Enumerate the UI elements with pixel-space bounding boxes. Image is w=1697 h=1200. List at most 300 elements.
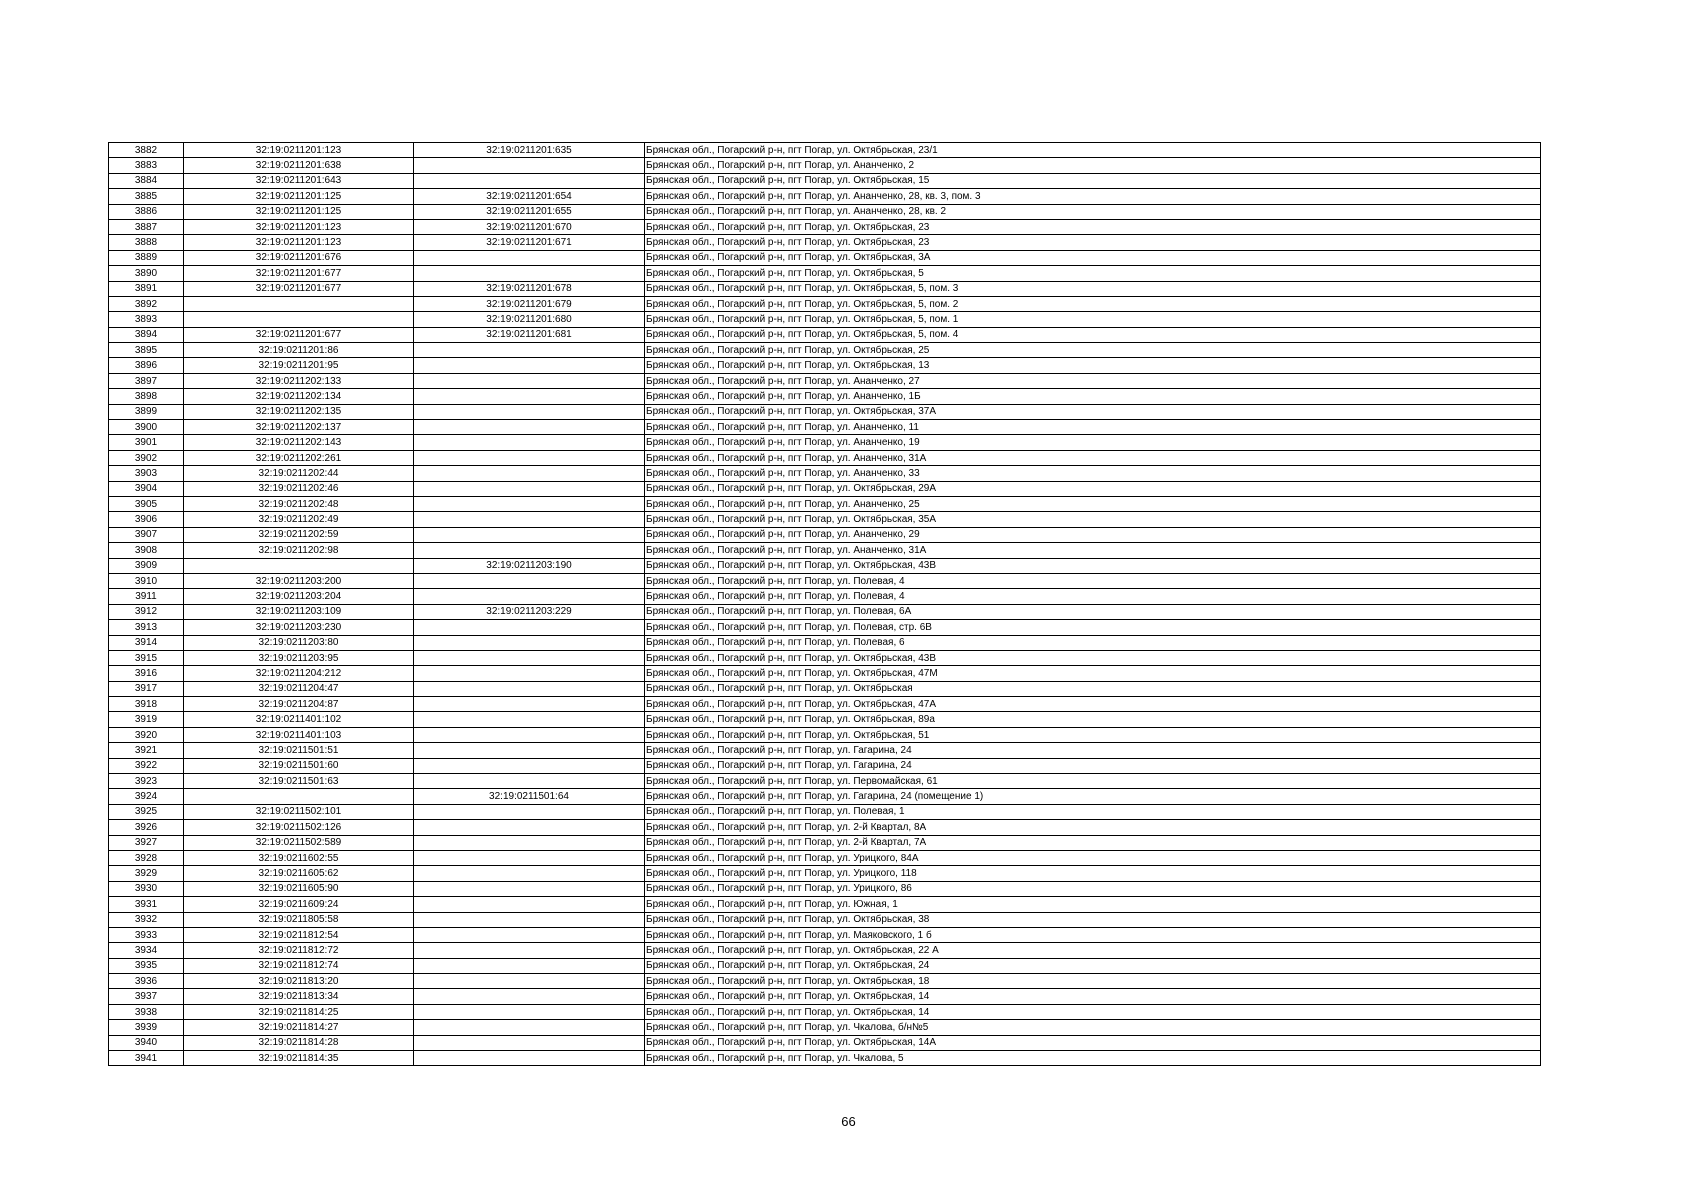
address-cell: Брянская обл., Погарский р-н, пгт Погар, ул. Октябрьская, 5, пом. 3	[645, 281, 1541, 296]
table-row	[109, 450, 1541, 465]
related-cadastral-number-cell	[414, 927, 645, 942]
related-cadastral-number-cell	[414, 681, 645, 696]
table-row	[109, 158, 1541, 173]
related-cadastral-number-cell	[414, 835, 645, 850]
address-cell: Брянская обл., Погарский р-н, пгт Погар, ул. Гагарина, 24 (помещение 1)	[645, 789, 1541, 804]
cadastral-number-cell: 32:19:0211201:123	[184, 235, 414, 250]
related-cadastral-number-cell	[414, 450, 645, 465]
cadastral-number-cell: 32:19:0211605:90	[184, 881, 414, 896]
related-cadastral-number-cell	[414, 850, 645, 865]
related-cadastral-number-cell: 32:19:0211203:229	[414, 604, 645, 619]
table-row	[109, 912, 1541, 927]
cadastral-number-cell: 32:19:0211203:204	[184, 589, 414, 604]
related-cadastral-number-cell	[414, 1004, 645, 1019]
cadastral-number-cell: 32:19:0211201:638	[184, 158, 414, 173]
address-cell: Брянская обл., Погарский р-н, пгт Погар, ул. Полевая, 4	[645, 573, 1541, 588]
table-row	[109, 143, 1541, 158]
address-cell: Брянская обл., Погарский р-н, пгт Погар, ул. Октябрьская, 5, пом. 4	[645, 327, 1541, 342]
address-cell: Брянская обл., Погарский р-н, пгт Погар, ул. Октябрьская, 47М	[645, 666, 1541, 681]
row-number-cell: 3885	[109, 189, 184, 204]
cadastral-objects-table	[108, 142, 1541, 1066]
table-row	[109, 204, 1541, 219]
cadastral-number-cell: 32:19:0211202:48	[184, 496, 414, 511]
address-cell: Брянская обл., Погарский р-н, пгт Погар, ул. Октябрьская, 5	[645, 266, 1541, 281]
address-cell: Брянская обл., Погарский р-н, пгт Погар, ул. Первомайская, 61	[645, 774, 1541, 789]
cadastral-number-cell: 32:19:0211502:101	[184, 804, 414, 819]
related-cadastral-number-cell	[414, 358, 645, 373]
related-cadastral-number-cell	[414, 712, 645, 727]
address-cell: Брянская обл., Погарский р-н, пгт Погар, ул. Урицкого, 84А	[645, 850, 1541, 865]
table-row	[109, 666, 1541, 681]
address-cell: Брянская обл., Погарский р-н, пгт Погар, ул. Полевая, 6А	[645, 604, 1541, 619]
related-cadastral-number-cell	[414, 666, 645, 681]
address-cell: Брянская обл., Погарский р-н, пгт Погар, ул. Чкалова, б/н№5	[645, 1020, 1541, 1035]
table-row	[109, 420, 1541, 435]
related-cadastral-number-cell	[414, 758, 645, 773]
address-cell: Брянская обл., Погарский р-н, пгт Погар, ул. Ананченко, 31А	[645, 450, 1541, 465]
row-number-cell: 3927	[109, 835, 184, 850]
address-cell: Брянская обл., Погарский р-н, пгт Погар, ул. Октябрьская, 13	[645, 358, 1541, 373]
address-cell: Брянская обл., Погарский р-н, пгт Погар, ул. Октябрьская, 14А	[645, 1035, 1541, 1050]
row-number-cell: 3894	[109, 327, 184, 342]
related-cadastral-number-cell	[414, 1051, 645, 1066]
address-cell: Брянская обл., Погарский р-н, пгт Погар, ул. Октябрьская, 14	[645, 989, 1541, 1004]
cadastral-number-cell: 32:19:0211602:55	[184, 850, 414, 865]
related-cadastral-number-cell	[414, 543, 645, 558]
cadastral-number-cell: 32:19:0211203:230	[184, 620, 414, 635]
address-cell: Брянская обл., Погарский р-н, пгт Погар, ул. Ананченко, 1Б	[645, 389, 1541, 404]
address-cell: Брянская обл., Погарский р-н, пгт Погар, ул. Октябрьская, 47А	[645, 697, 1541, 712]
row-number-cell: 3896	[109, 358, 184, 373]
cadastral-number-cell: 32:19:0211201:125	[184, 189, 414, 204]
table-row	[109, 697, 1541, 712]
related-cadastral-number-cell	[414, 527, 645, 542]
row-number-cell: 3911	[109, 589, 184, 604]
related-cadastral-number-cell	[414, 774, 645, 789]
cadastral-number-cell: 32:19:0211812:54	[184, 927, 414, 942]
table-row	[109, 989, 1541, 1004]
cadastral-number-cell: 32:19:0211202:134	[184, 389, 414, 404]
row-number-cell: 3939	[109, 1020, 184, 1035]
cadastral-number-cell: 32:19:0211813:34	[184, 989, 414, 1004]
row-number-cell: 3895	[109, 343, 184, 358]
table-row	[109, 389, 1541, 404]
address-cell: Брянская обл., Погарский р-н, пгт Погар, ул. Ананченко, 2	[645, 158, 1541, 173]
related-cadastral-number-cell	[414, 727, 645, 742]
address-cell: Брянская обл., Погарский р-н, пгт Погар, ул. Ананченко, 27	[645, 373, 1541, 388]
cadastral-number-cell: 32:19:0211201:123	[184, 219, 414, 234]
cadastral-number-cell: 32:19:0211201:95	[184, 358, 414, 373]
address-cell: Брянская обл., Погарский р-н, пгт Погар, ул. Октябрьская, 25	[645, 343, 1541, 358]
table-row	[109, 527, 1541, 542]
cadastral-number-cell	[184, 789, 414, 804]
row-number-cell: 3916	[109, 666, 184, 681]
cadastral-number-cell: 32:19:0211204:87	[184, 697, 414, 712]
row-number-cell: 3898	[109, 389, 184, 404]
row-number-cell: 3891	[109, 281, 184, 296]
row-number-cell: 3926	[109, 820, 184, 835]
cadastral-number-cell: 32:19:0211204:47	[184, 681, 414, 696]
table-row	[109, 512, 1541, 527]
cadastral-number-cell: 32:19:0211501:63	[184, 774, 414, 789]
related-cadastral-number-cell: 32:19:0211201:680	[414, 312, 645, 327]
related-cadastral-number-cell	[414, 697, 645, 712]
related-cadastral-number-cell	[414, 881, 645, 896]
table-row	[109, 373, 1541, 388]
cadastral-number-cell: 32:19:0211201:125	[184, 204, 414, 219]
table-row	[109, 681, 1541, 696]
table-row	[109, 974, 1541, 989]
table-row	[109, 466, 1541, 481]
address-cell: Брянская обл., Погарский р-н, пгт Погар, ул. Октябрьская, 5, пом. 1	[645, 312, 1541, 327]
cadastral-number-cell: 32:19:0211202:261	[184, 450, 414, 465]
table-row	[109, 927, 1541, 942]
table-row	[109, 250, 1541, 265]
table-row	[109, 573, 1541, 588]
address-cell: Брянская обл., Погарский р-н, пгт Погар, ул. Полевая, 1	[645, 804, 1541, 819]
row-number-cell: 3912	[109, 604, 184, 619]
address-cell: Брянская обл., Погарский р-н, пгт Погар, ул. Октябрьская, 14	[645, 1004, 1541, 1019]
table-row	[109, 1004, 1541, 1019]
row-number-cell: 3908	[109, 543, 184, 558]
row-number-cell: 3901	[109, 435, 184, 450]
cadastral-number-cell: 32:19:0211202:98	[184, 543, 414, 558]
cadastral-number-cell: 32:19:0211202:59	[184, 527, 414, 542]
row-number-cell: 3882	[109, 143, 184, 158]
address-cell: Брянская обл., Погарский р-н, пгт Погар, ул. 2-й Квартал, 8А	[645, 820, 1541, 835]
row-number-cell: 3910	[109, 573, 184, 588]
table-row	[109, 173, 1541, 188]
related-cadastral-number-cell	[414, 481, 645, 496]
table-row	[109, 235, 1541, 250]
table-row	[109, 743, 1541, 758]
table-row	[109, 481, 1541, 496]
address-cell: Брянская обл., Погарский р-н, пгт Погар, ул. Октябрьская, 23/1	[645, 143, 1541, 158]
address-cell: Брянская обл., Погарский р-н, пгт Погар, ул. Ананченко, 19	[645, 435, 1541, 450]
cadastral-number-cell	[184, 312, 414, 327]
row-number-cell: 3938	[109, 1004, 184, 1019]
row-number-cell: 3897	[109, 373, 184, 388]
cadastral-number-cell: 32:19:0211201:676	[184, 250, 414, 265]
row-number-cell: 3918	[109, 697, 184, 712]
address-cell: Брянская обл., Погарский р-н, пгт Погар, ул. Гагарина, 24	[645, 758, 1541, 773]
address-cell: Брянская обл., Погарский р-н, пгт Погар, ул. Октябрьская, 37А	[645, 404, 1541, 419]
row-number-cell: 3929	[109, 866, 184, 881]
row-number-cell: 3904	[109, 481, 184, 496]
row-number-cell: 3921	[109, 743, 184, 758]
table-row	[109, 343, 1541, 358]
address-cell: Брянская обл., Погарский р-н, пгт Погар, ул. Октябрьская, 23	[645, 235, 1541, 250]
cadastral-number-cell: 32:19:0211814:25	[184, 1004, 414, 1019]
table-row	[109, 1035, 1541, 1050]
cadastral-number-cell: 32:19:0211201:643	[184, 173, 414, 188]
address-cell: Брянская обл., Погарский р-н, пгт Погар, ул. Октябрьская, 23	[645, 219, 1541, 234]
related-cadastral-number-cell: 32:19:0211201:654	[414, 189, 645, 204]
address-cell: Брянская обл., Погарский р-н, пгт Погар, ул. 2-й Квартал, 7А	[645, 835, 1541, 850]
related-cadastral-number-cell	[414, 804, 645, 819]
table-row	[109, 1051, 1541, 1066]
related-cadastral-number-cell	[414, 620, 645, 635]
cadastral-number-cell: 32:19:0211501:60	[184, 758, 414, 773]
cadastral-number-cell: 32:19:0211813:20	[184, 974, 414, 989]
cadastral-number-cell: 32:19:0211502:589	[184, 835, 414, 850]
address-cell: Брянская обл., Погарский р-н, пгт Погар, ул. Октябрьская, 89а	[645, 712, 1541, 727]
cadastral-number-cell: 32:19:0211203:95	[184, 650, 414, 665]
cadastral-number-cell: 32:19:0211814:35	[184, 1051, 414, 1066]
row-number-cell: 3887	[109, 219, 184, 234]
row-number-cell: 3889	[109, 250, 184, 265]
address-cell: Брянская обл., Погарский р-н, пгт Погар, ул. Ананченко, 33	[645, 466, 1541, 481]
related-cadastral-number-cell	[414, 635, 645, 650]
cadastral-number-cell: 32:19:0211201:677	[184, 266, 414, 281]
related-cadastral-number-cell	[414, 466, 645, 481]
table-row	[109, 327, 1541, 342]
address-cell: Брянская обл., Погарский р-н, пгт Погар, ул. Октябрьская, 51	[645, 727, 1541, 742]
row-number-cell: 3919	[109, 712, 184, 727]
related-cadastral-number-cell: 32:19:0211201:678	[414, 281, 645, 296]
row-number-cell: 3941	[109, 1051, 184, 1066]
table-body	[109, 143, 1541, 1066]
table-row	[109, 958, 1541, 973]
related-cadastral-number-cell	[414, 573, 645, 588]
related-cadastral-number-cell	[414, 435, 645, 450]
row-number-cell: 3913	[109, 620, 184, 635]
cadastral-number-cell: 32:19:0211812:72	[184, 943, 414, 958]
table-row	[109, 943, 1541, 958]
related-cadastral-number-cell	[414, 158, 645, 173]
related-cadastral-number-cell: 32:19:0211203:190	[414, 558, 645, 573]
address-cell: Брянская обл., Погарский р-н, пгт Погар, ул. Октябрьская, 3А	[645, 250, 1541, 265]
address-cell: Брянская обл., Погарский р-н, пгт Погар, ул. Ананченко, 25	[645, 496, 1541, 511]
table-row	[109, 866, 1541, 881]
cadastral-number-cell: 32:19:0211204:212	[184, 666, 414, 681]
table-row	[109, 496, 1541, 511]
address-cell: Брянская обл., Погарский р-н, пгт Погар, ул. Октябрьская, 35А	[645, 512, 1541, 527]
row-number-cell: 3909	[109, 558, 184, 573]
table-row	[109, 850, 1541, 865]
row-number-cell: 3917	[109, 681, 184, 696]
row-number-cell: 3936	[109, 974, 184, 989]
address-cell: Брянская обл., Погарский р-н, пгт Погар, ул. Ананченко, 11	[645, 420, 1541, 435]
address-cell: Брянская обл., Погарский р-н, пгт Погар, ул. Полевая, 4	[645, 589, 1541, 604]
row-number-cell: 3900	[109, 420, 184, 435]
cadastral-number-cell: 32:19:0211203:200	[184, 573, 414, 588]
related-cadastral-number-cell	[414, 743, 645, 758]
table-row	[109, 558, 1541, 573]
address-cell: Брянская обл., Погарский р-н, пгт Погар, ул. Октябрьская, 18	[645, 974, 1541, 989]
cadastral-number-cell: 32:19:0211609:24	[184, 897, 414, 912]
table-row	[109, 712, 1541, 727]
row-number-cell: 3902	[109, 450, 184, 465]
address-cell: Брянская обл., Погарский р-н, пгт Погар, ул. Октябрьская, 5, пом. 2	[645, 296, 1541, 311]
address-cell: Брянская обл., Погарский р-н, пгт Погар, ул. Октябрьская, 22 А	[645, 943, 1541, 958]
cadastral-number-cell: 32:19:0211202:135	[184, 404, 414, 419]
cadastral-number-cell: 32:19:0211201:86	[184, 343, 414, 358]
row-number-cell: 3884	[109, 173, 184, 188]
related-cadastral-number-cell	[414, 250, 645, 265]
cadastral-number-cell: 32:19:0211501:51	[184, 743, 414, 758]
cadastral-number-cell: 32:19:0211201:123	[184, 143, 414, 158]
table-row	[109, 219, 1541, 234]
table-row	[109, 404, 1541, 419]
table-row	[109, 789, 1541, 804]
table-row	[109, 358, 1541, 373]
row-number-cell: 3886	[109, 204, 184, 219]
row-number-cell: 3906	[109, 512, 184, 527]
related-cadastral-number-cell	[414, 343, 645, 358]
address-cell: Брянская обл., Погарский р-н, пгт Погар, ул. Октябрьская, 43В	[645, 558, 1541, 573]
address-cell: Брянская обл., Погарский р-н, пгт Погар, ул. Ананченко, 31А	[645, 543, 1541, 558]
related-cadastral-number-cell: 32:19:0211201:655	[414, 204, 645, 219]
row-number-cell: 3933	[109, 927, 184, 942]
row-number-cell: 3899	[109, 404, 184, 419]
cadastral-number-cell: 32:19:0211202:133	[184, 373, 414, 388]
row-number-cell: 3922	[109, 758, 184, 773]
cadastral-number-cell: 32:19:0211814:28	[184, 1035, 414, 1050]
page-number: 66	[841, 1114, 856, 1129]
table-row	[109, 774, 1541, 789]
address-cell: Брянская обл., Погарский р-н, пгт Погар, ул. Гагарина, 24	[645, 743, 1541, 758]
table-row	[109, 296, 1541, 311]
row-number-cell: 3914	[109, 635, 184, 650]
address-cell: Брянская обл., Погарский р-н, пгт Погар, ул. Урицкого, 86	[645, 881, 1541, 896]
cadastral-number-cell	[184, 296, 414, 311]
table-row	[109, 266, 1541, 281]
related-cadastral-number-cell	[414, 912, 645, 927]
table-row	[109, 650, 1541, 665]
related-cadastral-number-cell	[414, 989, 645, 1004]
related-cadastral-number-cell	[414, 820, 645, 835]
related-cadastral-number-cell: 32:19:0211201:681	[414, 327, 645, 342]
related-cadastral-number-cell	[414, 373, 645, 388]
address-cell: Брянская обл., Погарский р-н, пгт Погар, ул. Ананченко, 28, кв. 2	[645, 204, 1541, 219]
address-cell: Брянская обл., Погарский р-н, пгт Погар, ул. Южная, 1	[645, 897, 1541, 912]
related-cadastral-number-cell	[414, 1020, 645, 1035]
cadastral-number-cell: 32:19:0211401:102	[184, 712, 414, 727]
address-cell: Брянская обл., Погарский р-н, пгт Погар, ул. Октябрьская, 24	[645, 958, 1541, 973]
related-cadastral-number-cell	[414, 404, 645, 419]
related-cadastral-number-cell	[414, 512, 645, 527]
row-number-cell: 3892	[109, 296, 184, 311]
address-cell: Брянская обл., Погарский р-н, пгт Погар, ул. Октябрьская, 15	[645, 173, 1541, 188]
cadastral-number-cell: 32:19:0211201:677	[184, 281, 414, 296]
cadastral-number-cell: 32:19:0211202:44	[184, 466, 414, 481]
row-number-cell: 3893	[109, 312, 184, 327]
related-cadastral-number-cell	[414, 173, 645, 188]
row-number-cell: 3905	[109, 496, 184, 511]
table-row	[109, 758, 1541, 773]
related-cadastral-number-cell	[414, 866, 645, 881]
row-number-cell: 3931	[109, 897, 184, 912]
row-number-cell: 3937	[109, 989, 184, 1004]
cadastral-number-cell: 32:19:0211812:74	[184, 958, 414, 973]
row-number-cell: 3915	[109, 650, 184, 665]
table-row	[109, 189, 1541, 204]
table-row	[109, 281, 1541, 296]
related-cadastral-number-cell	[414, 897, 645, 912]
address-cell: Брянская обл., Погарский р-н, пгт Погар, ул. Маяковского, 1 б	[645, 927, 1541, 942]
cadastral-number-cell: 32:19:0211814:27	[184, 1020, 414, 1035]
cadastral-number-cell: 32:19:0211203:109	[184, 604, 414, 619]
related-cadastral-number-cell	[414, 420, 645, 435]
table-row	[109, 820, 1541, 835]
table-row	[109, 543, 1541, 558]
related-cadastral-number-cell: 32:19:0211201:679	[414, 296, 645, 311]
address-cell: Брянская обл., Погарский р-н, пгт Погар, ул. Октябрьская, 38	[645, 912, 1541, 927]
related-cadastral-number-cell: 32:19:0211201:635	[414, 143, 645, 158]
table-row	[109, 897, 1541, 912]
cadastral-number-cell: 32:19:0211401:103	[184, 727, 414, 742]
related-cadastral-number-cell: 32:19:0211501:64	[414, 789, 645, 804]
cadastral-number-cell: 32:19:0211202:46	[184, 481, 414, 496]
row-number-cell: 3932	[109, 912, 184, 927]
cadastral-number-cell: 32:19:0211202:49	[184, 512, 414, 527]
cadastral-number-cell: 32:19:0211805:58	[184, 912, 414, 927]
table-row	[109, 1020, 1541, 1035]
related-cadastral-number-cell	[414, 958, 645, 973]
address-cell: Брянская обл., Погарский р-н, пгт Погар, ул. Ананченко, 29	[645, 527, 1541, 542]
cadastral-number-cell: 32:19:0211202:137	[184, 420, 414, 435]
row-number-cell: 3907	[109, 527, 184, 542]
row-number-cell: 3923	[109, 774, 184, 789]
cadastral-number-cell: 32:19:0211605:62	[184, 866, 414, 881]
cadastral-number-cell: 32:19:0211502:126	[184, 820, 414, 835]
related-cadastral-number-cell	[414, 589, 645, 604]
address-cell: Брянская обл., Погарский р-н, пгт Погар, ул. Полевая, стр. 6В	[645, 620, 1541, 635]
address-cell: Брянская обл., Погарский р-н, пгт Погар, ул. Октябрьская	[645, 681, 1541, 696]
row-number-cell: 3890	[109, 266, 184, 281]
table-row	[109, 620, 1541, 635]
table-row	[109, 589, 1541, 604]
related-cadastral-number-cell: 32:19:0211201:671	[414, 235, 645, 250]
table-row	[109, 727, 1541, 742]
row-number-cell: 3935	[109, 958, 184, 973]
table-row	[109, 835, 1541, 850]
row-number-cell: 3928	[109, 850, 184, 865]
address-cell: Брянская обл., Погарский р-н, пгт Погар, ул. Октябрьская, 43В	[645, 650, 1541, 665]
table-row	[109, 635, 1541, 650]
row-number-cell: 3920	[109, 727, 184, 742]
row-number-cell: 3925	[109, 804, 184, 819]
related-cadastral-number-cell	[414, 266, 645, 281]
cadastral-number-cell: 32:19:0211202:143	[184, 435, 414, 450]
row-number-cell: 3930	[109, 881, 184, 896]
table-row	[109, 604, 1541, 619]
address-cell: Брянская обл., Погарский р-н, пгт Погар, ул. Ананченко, 28, кв. 3, пом. 3	[645, 189, 1541, 204]
table-row	[109, 804, 1541, 819]
address-cell: Брянская обл., Погарский р-н, пгт Погар, ул. Полевая, 6	[645, 635, 1541, 650]
table-row	[109, 881, 1541, 896]
row-number-cell: 3903	[109, 466, 184, 481]
row-number-cell: 3940	[109, 1035, 184, 1050]
row-number-cell: 3934	[109, 943, 184, 958]
related-cadastral-number-cell	[414, 1035, 645, 1050]
related-cadastral-number-cell	[414, 496, 645, 511]
related-cadastral-number-cell	[414, 974, 645, 989]
related-cadastral-number-cell: 32:19:0211201:670	[414, 219, 645, 234]
related-cadastral-number-cell	[414, 650, 645, 665]
cadastral-number-cell: 32:19:0211203:80	[184, 635, 414, 650]
address-cell: Брянская обл., Погарский р-н, пгт Погар, ул. Октябрьская, 29А	[645, 481, 1541, 496]
row-number-cell: 3883	[109, 158, 184, 173]
table-row	[109, 435, 1541, 450]
table-row	[109, 312, 1541, 327]
related-cadastral-number-cell	[414, 389, 645, 404]
row-number-cell: 3888	[109, 235, 184, 250]
cadastral-number-cell	[184, 558, 414, 573]
address-cell: Брянская обл., Погарский р-н, пгт Погар, ул. Урицкого, 118	[645, 866, 1541, 881]
address-cell: Брянская обл., Погарский р-н, пгт Погар, ул. Чкалова, 5	[645, 1051, 1541, 1066]
